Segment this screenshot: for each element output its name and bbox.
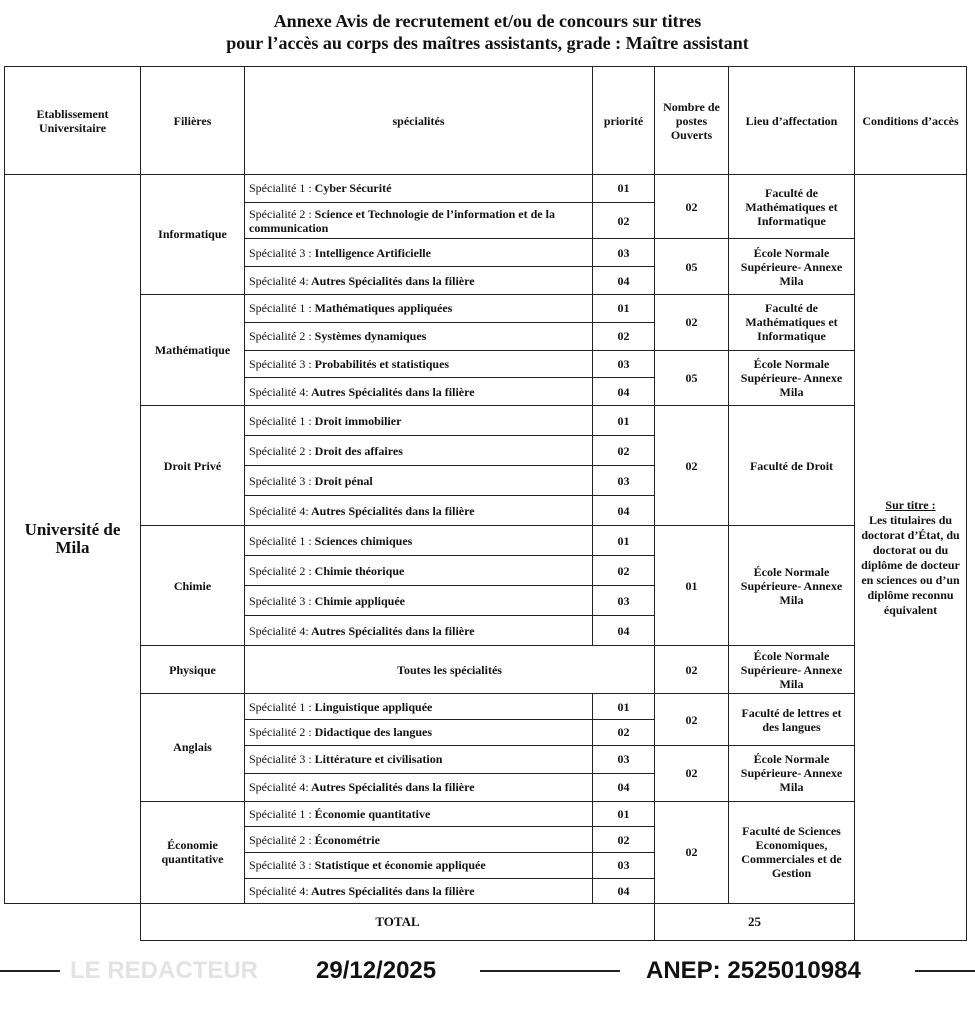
priorite-cell: 01 — [593, 175, 655, 203]
specialite-number: Spécialité 1 : — [249, 301, 312, 316]
specialite-cell — [245, 878, 593, 904]
specialite-number: Spécialité 3 : — [249, 357, 312, 372]
priorite-cell: 04 — [593, 878, 655, 904]
priorite-cell: 02 — [593, 322, 655, 350]
postes-cell: 02 — [655, 694, 729, 745]
specialite-number: Spécialité 4: — [249, 503, 309, 518]
specialite-name: Autres Spécialités dans la filière — [311, 623, 475, 638]
lieu-cell: Faculté de Mathématiques et Informatique — [729, 294, 855, 350]
specialite-number: Spécialité 3 : — [249, 593, 312, 608]
specialite-number: Spécialité 3 : — [249, 473, 312, 488]
table-row — [5, 406, 967, 436]
priorite-cell: 03 — [593, 852, 655, 878]
specialite-cell — [245, 773, 593, 801]
postes-cell: 05 — [655, 239, 729, 295]
total-blank-cell — [5, 904, 141, 941]
specialite-cell — [245, 720, 593, 746]
specialite-number: Spécialité 2 : — [249, 443, 312, 458]
specialite-number: Spécialité 1 : — [249, 699, 312, 714]
specialite-name: Droit pénal — [314, 473, 373, 488]
table-row — [5, 801, 967, 827]
specialite-number: Spécialité 3 : — [249, 858, 312, 873]
filiere-cell: Mathématique — [141, 294, 245, 405]
specialite-number: Spécialité 4: — [249, 883, 309, 898]
total-label: TOTAL — [141, 904, 655, 941]
table-row — [5, 294, 967, 322]
postes-cell: 01 — [655, 526, 729, 646]
specialite-cell — [245, 436, 593, 466]
total-value: 25 — [655, 904, 855, 941]
priorite-cell: 04 — [593, 378, 655, 406]
priorite-cell: 02 — [593, 720, 655, 746]
header-filieres: Filières — [141, 67, 245, 175]
header-lieu: Lieu d’affectation — [729, 67, 855, 175]
recruitment-table — [4, 66, 967, 941]
lieu-cell: École Normale Supérieure- Annexe Mila — [729, 526, 855, 646]
header-specialites: spécialités — [245, 67, 593, 175]
title-line-1: Annexe Avis de recrutement et/ou de concours sur titres — [273, 11, 702, 31]
footer-date: 29/12/2025 — [316, 957, 437, 984]
specialite-name: Science et Technologie de l’information et de la communication — [249, 206, 555, 235]
specialite-cell — [245, 526, 593, 556]
priorite-cell: 03 — [593, 239, 655, 267]
priorite-cell: 03 — [593, 745, 655, 773]
specialite-cell — [245, 496, 593, 526]
specialite-name: Chimie appliquée — [314, 593, 406, 608]
priorite-cell: 02 — [593, 556, 655, 586]
priorite-cell: 04 — [593, 496, 655, 526]
specialite-name: Statistique et économie appliquée — [314, 858, 486, 873]
page-title — [0, 10, 975, 54]
footer-redacteur: LE REDACTEUR — [70, 957, 259, 984]
filiere-cell: Droit Privé — [141, 406, 245, 526]
specialite-number: Spécialité 3 : — [249, 245, 312, 260]
postes-cell: 02 — [655, 646, 729, 694]
filiere-cell: Physique — [141, 646, 245, 694]
specialite-name: Économétrie — [314, 832, 380, 847]
priorite-cell: 02 — [593, 202, 655, 238]
specialite-cell — [245, 406, 593, 436]
header-conditions: Conditions d’accès — [855, 67, 967, 175]
specialite-number: Spécialité 1 : — [249, 413, 312, 428]
priorite-cell: 03 — [593, 586, 655, 616]
specialite-name: Probabilités et statistiques — [314, 357, 450, 372]
specialite-cell — [245, 322, 593, 350]
footer — [0, 952, 975, 992]
priorite-cell: 02 — [593, 436, 655, 466]
filiere-cell: Anglais — [141, 694, 245, 801]
specialite-name: Autres Spécialités dans la filière — [311, 384, 475, 399]
postes-cell: 02 — [655, 406, 729, 526]
specialite-cell — [245, 466, 593, 496]
specialite-cell — [245, 694, 593, 720]
specialite-name: Autres Spécialités dans la filière — [311, 273, 475, 288]
priorite-cell: 01 — [593, 694, 655, 720]
specialite-number: Spécialité 2 : — [249, 329, 312, 344]
priorite-cell: 04 — [593, 616, 655, 646]
specialite-number: Spécialité 3 : — [249, 752, 312, 767]
priorite-cell: 04 — [593, 773, 655, 801]
specialite-cell — [245, 801, 593, 827]
specialite-name: Autres Spécialités dans la filière — [311, 883, 475, 898]
postes-cell: 02 — [655, 801, 729, 904]
lieu-cell: Faculté de Droit — [729, 406, 855, 526]
specialite-name: Mathématiques appliquées — [314, 301, 453, 316]
lieu-cell: École Normale Supérieure- Annexe Mila — [729, 745, 855, 801]
priorite-cell: 04 — [593, 267, 655, 295]
specialite-cell — [245, 616, 593, 646]
lieu-cell: Faculté de Sciences Economiques, Commerciales et de Gestion — [729, 801, 855, 904]
specialite-cell — [245, 827, 593, 853]
specialite-cell — [245, 239, 593, 267]
filiere-cell: Économie quantitative — [141, 801, 245, 904]
priorite-cell: 01 — [593, 406, 655, 436]
lieu-cell: École Normale Supérieure- Annexe Mila — [729, 239, 855, 295]
specialite-name: Linguistique appliquée — [314, 699, 433, 714]
lieu-cell: Faculté de lettres et des langues — [729, 694, 855, 745]
specialite-name: Cyber Sécurité — [314, 181, 392, 196]
priorite-cell: 01 — [593, 801, 655, 827]
specialite-cell — [245, 852, 593, 878]
specialite-cell — [245, 378, 593, 406]
specialite-cell — [245, 586, 593, 616]
priorite-cell: 01 — [593, 294, 655, 322]
priorite-cell: 03 — [593, 350, 655, 378]
specialite-number: Spécialité 1 : — [249, 181, 312, 196]
specialite-cell — [245, 267, 593, 295]
specialite-cell — [245, 202, 593, 238]
specialite-number: Spécialité 1 : — [249, 806, 312, 821]
conditions-label: Sur titre : — [885, 497, 936, 512]
total-row — [5, 904, 967, 941]
table-row — [5, 175, 967, 203]
postes-cell: 05 — [655, 350, 729, 406]
title-line-2: pour l’accès au corps des maîtres assistants, grade : Maître assistant — [226, 33, 749, 53]
specialite-cell — [245, 350, 593, 378]
specialite-cell — [245, 556, 593, 586]
priorite-cell: 01 — [593, 526, 655, 556]
specialite-number: Spécialité 2 : — [249, 206, 312, 221]
header-etablissement: Etablissement Universitaire — [5, 67, 141, 175]
specialite-name: Économie quantitative — [314, 806, 431, 821]
table-row — [5, 646, 967, 694]
conditions-cell — [855, 175, 967, 941]
specialite-name: Littérature et civilisation — [314, 752, 443, 767]
specialite-number: Spécialité 4: — [249, 780, 309, 795]
specialite-name: Intelligence Artificielle — [314, 245, 431, 260]
specialite-name: Sciences chimiques — [314, 533, 413, 548]
lieu-cell: Faculté de Mathématiques et Informatique — [729, 175, 855, 239]
university-cell: Université de Mila — [5, 175, 141, 904]
specialite-number: Spécialité 4: — [249, 623, 309, 638]
specialite-name: Didactique des langues — [314, 725, 433, 740]
priorite-cell: 02 — [593, 827, 655, 853]
filiere-cell: Informatique — [141, 175, 245, 295]
lieu-cell: École Normale Supérieure- Annexe Mila — [729, 646, 855, 694]
header-row — [5, 67, 967, 175]
table-row — [5, 526, 967, 556]
filiere-cell: Chimie — [141, 526, 245, 646]
specialite-number: Spécialité 4: — [249, 384, 309, 399]
specialite-number: Spécialité 4: — [249, 273, 309, 288]
lieu-cell: École Normale Supérieure- Annexe Mila — [729, 350, 855, 406]
specialite-name: Autres Spécialités dans la filière — [311, 503, 475, 518]
specialite-cell — [245, 294, 593, 322]
table-row — [5, 694, 967, 720]
specialite-number: Spécialité 2 : — [249, 832, 312, 847]
postes-cell: 02 — [655, 294, 729, 350]
conditions-text: Les titulaires du doctorat d’État, du doctorat ou du diplôme de docteur en sciences ou d’un diplôme reconnu équivalent — [861, 512, 960, 617]
specialite-name: Chimie théorique — [314, 563, 405, 578]
specialite-number: Spécialité 2 : — [249, 563, 312, 578]
specialite-number: Spécialité 1 : — [249, 533, 312, 548]
specialite-name: Autres Spécialités dans la filière — [311, 780, 475, 795]
priorite-cell: 03 — [593, 466, 655, 496]
specialite-cell — [245, 745, 593, 773]
header-priorite: priorité — [593, 67, 655, 175]
specialite-number: Spécialité 2 : — [249, 725, 312, 740]
specialite-name: Droit immobilier — [314, 413, 402, 428]
specialite-name: Systèmes dynamiques — [314, 329, 427, 344]
specialite-name: Droit des affaires — [314, 443, 403, 458]
postes-cell: 02 — [655, 745, 729, 801]
specialite-cell: Toutes les spécialités — [245, 646, 655, 694]
header-nombre-postes: Nombre de postes Ouverts — [655, 67, 729, 175]
footer-anep: ANEP: 2525010984 — [646, 957, 861, 984]
specialite-cell — [245, 175, 593, 203]
postes-cell: 02 — [655, 175, 729, 239]
